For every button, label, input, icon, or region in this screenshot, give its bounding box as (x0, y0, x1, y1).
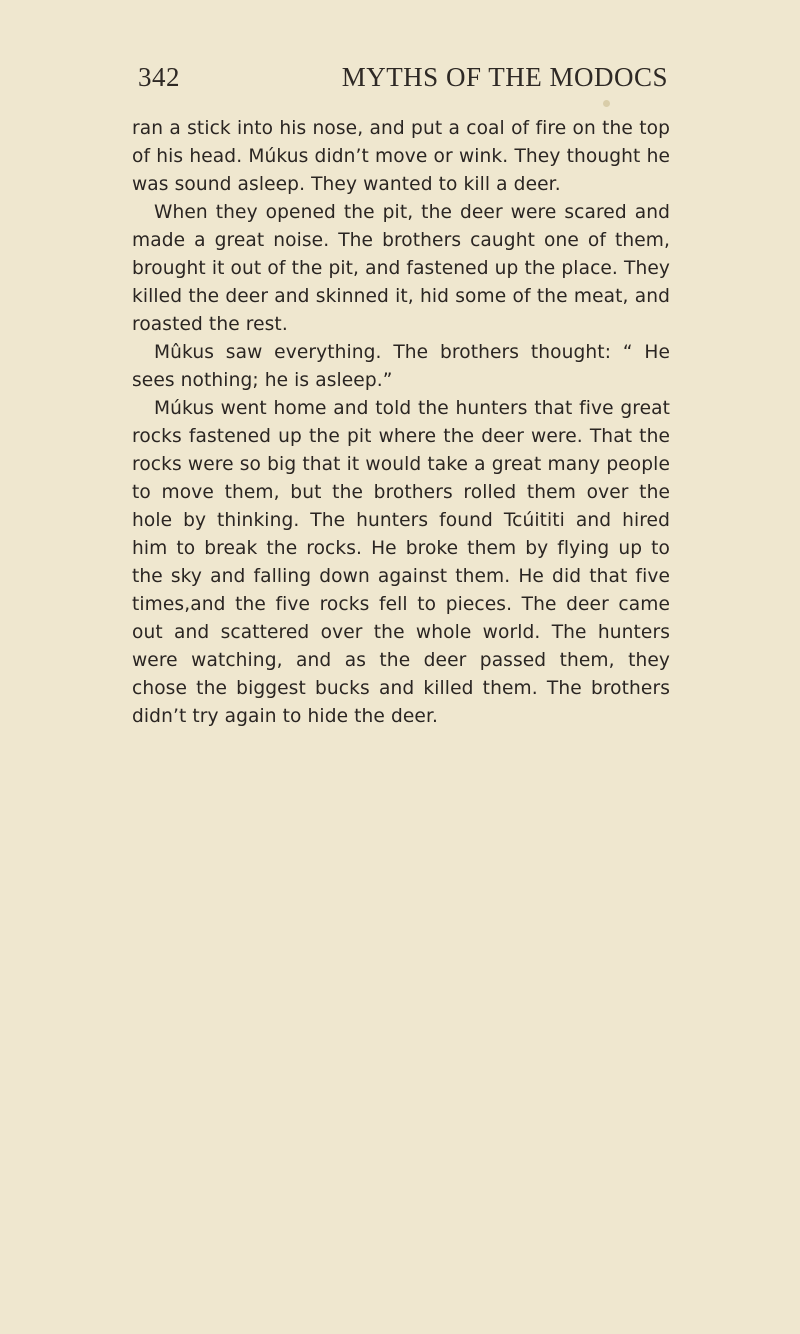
page-number: 342 (138, 62, 180, 92)
paragraph: Múkus went home and told the hunters that five great rocks fastened up the pit where the deer were. That the rocks were so big that it would take a great many people to move them, but the brothers rolled them over the hole by thinking. The hunters found Tcúititi and hired him to break the rocks. He broke them by flying up to the sky and falling down against them. He did that five times,and the five rocks fell to pieces. The deer came out and scattered over the whole world. The hunters were watching, and as the deer passed them, they chose the biggest bucks and killed them. The brothers didn’t try again to hide the deer. (132, 398, 670, 727)
body-text (132, 115, 670, 731)
paper-speck (603, 100, 610, 107)
running-title: MYTHS OF THE MODOCS (341, 62, 668, 92)
paragraph: When they opened the pit, the deer were scared and made a great noise. The brothers caught one of them, brought it out of the pit, and fastened up the place. They killed the deer and skinned it, hid some of the meat, and roasted the rest. (132, 202, 670, 335)
paragraph: ran a stick into his nose, and put a coal of fire on the top of his head. Múkus didn’t move or wink. They thought he was sound asleep. They wanted to kill a deer. (132, 118, 670, 195)
running-head (138, 62, 668, 102)
paragraph: Mûkus saw everything. The brothers thought: “ He sees nothing; he is asleep.” (132, 342, 670, 391)
